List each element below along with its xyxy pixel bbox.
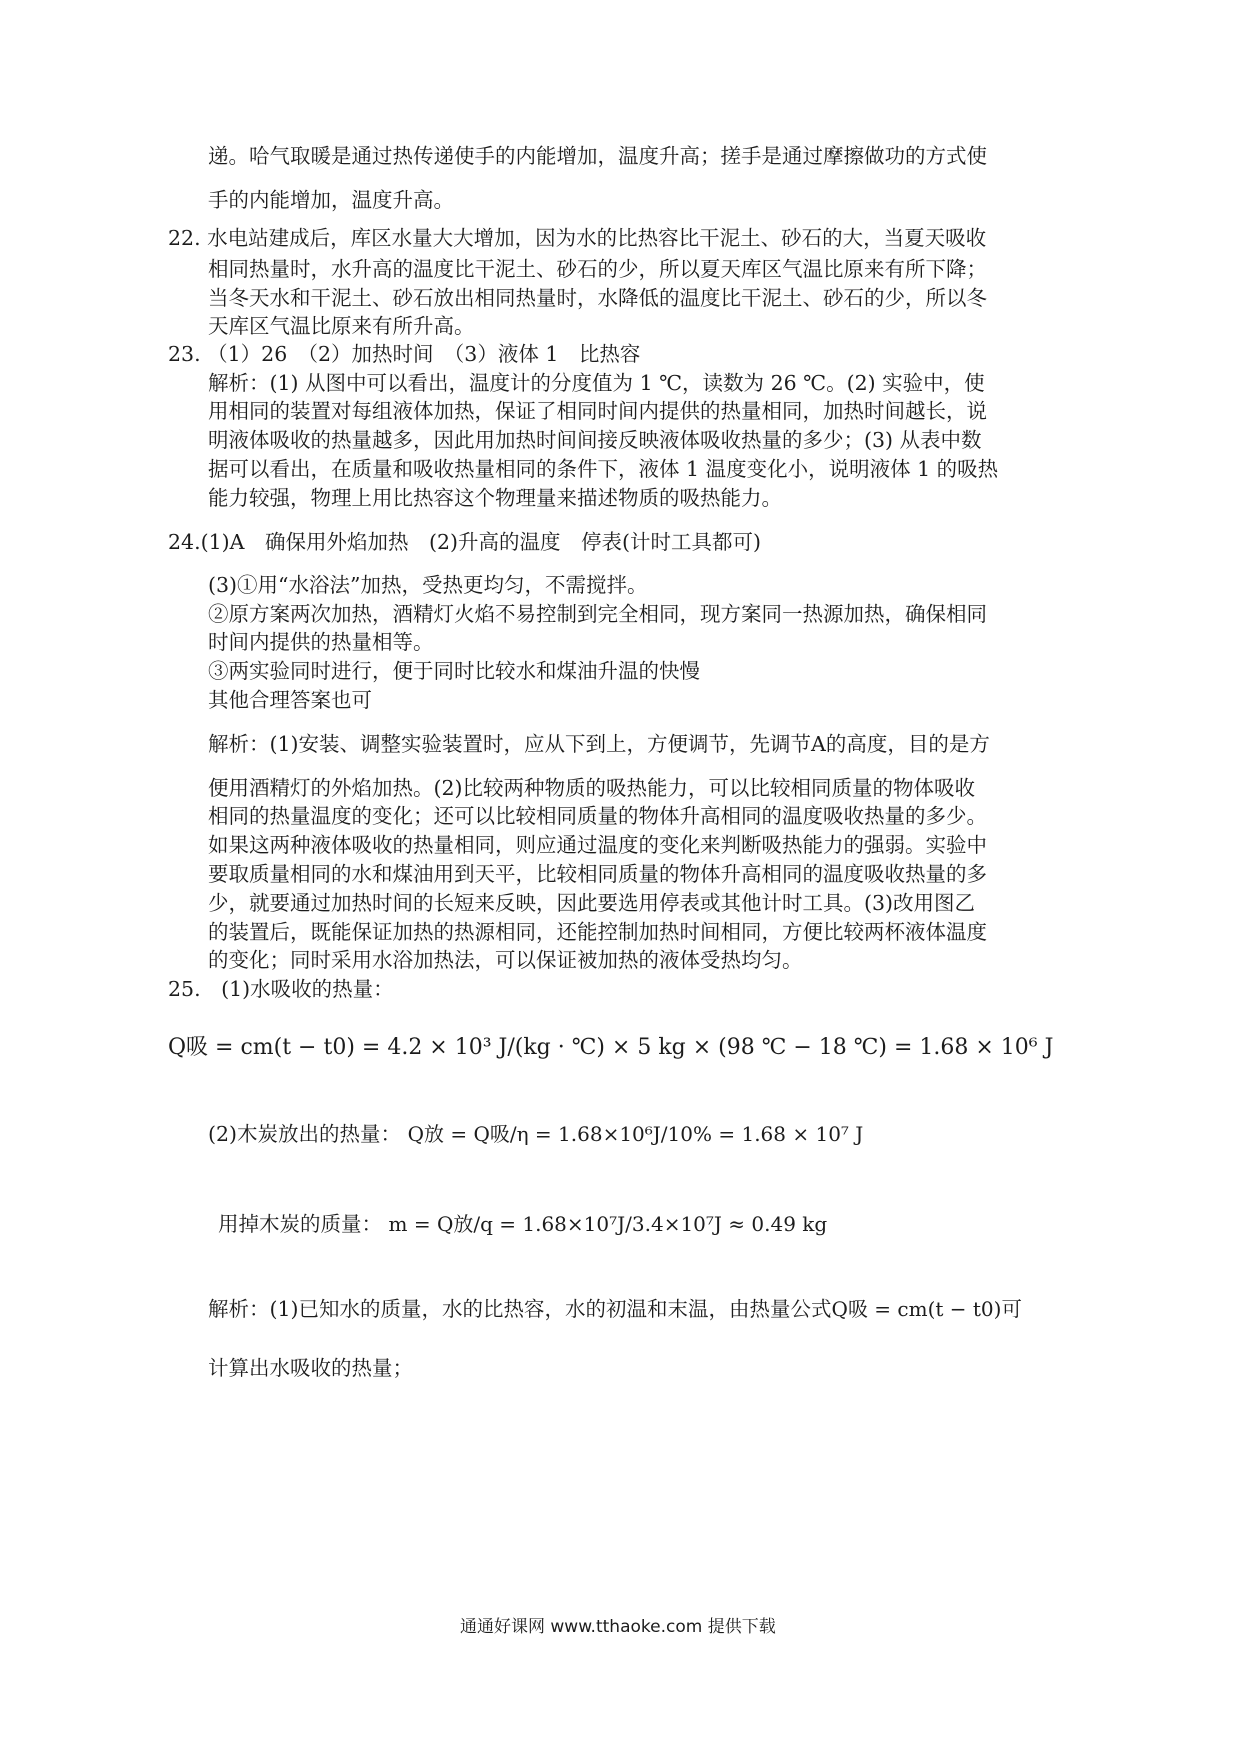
formula-line-charcoal-mass xyxy=(218,1214,827,1235)
text-line: 手的内能增加，温度升高。 xyxy=(208,188,454,212)
formula-heat-released: Q放 = Q吸/η = 1.68×10⁶J/10% = 1.68 × 10⁷ J xyxy=(407,1122,864,1146)
text-line: 24.(1)A 确保用外焰加热 (2)升高的温度 停表(计时工具都可) xyxy=(168,530,761,554)
text-line: ②原方案两次加热，酒精灯火焰不易控制到完全相同，现方案同一热源加热，确保相同 xyxy=(208,602,987,626)
text-line: 天库区气温比原来有所升高。 xyxy=(208,314,475,338)
formula-line-heat-released xyxy=(208,1124,863,1145)
text-line: 明液体吸收的热量越多，因此用加热时间间接反映液体吸收热量的多少；(3) 从表中数 xyxy=(208,428,982,452)
text-line: 要取质量相同的水和煤油用到天平，比较相同质量的物体升高相同的温度吸收热量的多 xyxy=(208,862,987,886)
formula-charcoal-mass: m = Q放/q = 1.68×10⁷J/3.4×10⁷J ≈ 0.49 kg xyxy=(388,1212,828,1236)
text-line: 计算出水吸收的热量； xyxy=(208,1356,413,1380)
text-line: ③两实验同时进行，便于同时比较水和煤油升温的快慢 xyxy=(208,659,700,683)
text-line: 据可以看出，在质量和吸收热量相同的条件下，液体 1 温度变化小，说明液体 1 的吸热 xyxy=(208,457,999,481)
text-line: 相同的热量温度的变化；还可以比较相同质量的物体升高相同的温度吸收热量的多少。 xyxy=(208,804,987,828)
formula-inline: Q吸 = cm(t − t0) xyxy=(831,1297,1002,1321)
text-line: 解析：(1)安装、调整实验装置时，应从下到上，方便调节，先调节A的高度，目的是方 xyxy=(208,732,990,756)
text-line: 递。哈气取暖是通过热传递使手的内能增加，温度升高；搓手是通过摩擦做功的方式使 xyxy=(208,144,987,168)
text-line: (3)①用“水浴法”加热，受热更均匀，不需搅拌。 xyxy=(208,573,648,597)
page-footer: 通通好课网 www.tthaoke.com 提供下载 xyxy=(460,1617,776,1637)
analysis-line xyxy=(208,1299,1022,1320)
text-line: 23. （1）26 （2）加热时间 （3）液体 1 比热容 xyxy=(168,342,641,366)
text-line: 时间内提供的热量相等。 xyxy=(208,630,434,654)
text-line: 22. 水电站建成后，库区水量大大增加，因为水的比热容比干泥土、砂石的大，当夏天吸收 xyxy=(168,226,987,250)
text-line: 如果这两种液体吸收的热量相同，则应通过温度的变化来判断吸热能力的强弱。实验中 xyxy=(208,833,987,857)
text-line: 解析：(1) 从图中可以看出，温度计的分度值为 1 ℃，读数为 26 ℃。(2) 实验中，使 xyxy=(208,371,985,395)
text-line: 用相同的装置对每组液体加热，保证了相同时间内提供的热量相同，加热时间越长，说 xyxy=(208,399,987,423)
text-line: 相同热量时，水升高的温度比干泥土、砂石的少，所以夏天库区气温比原来有所下降； xyxy=(208,257,987,281)
text-line: 的变化；同时采用水浴加热法，可以保证被加热的液体受热均匀。 xyxy=(208,948,803,972)
text-line: 的装置后，既能保证加热的热源相同，还能控制加热时间相同，方便比较两杯液体温度 xyxy=(208,920,987,944)
text-line: 其他合理答案也可 xyxy=(208,688,372,712)
text-span: 解析：(1)已知水的质量，水的比热容，水的初温和末温，由热量公式 xyxy=(208,1297,832,1321)
formula-label: 用掉木炭的质量： xyxy=(218,1212,382,1236)
text-line: 能力较强，物理上用比热容这个物理量来描述物质的吸热能力。 xyxy=(208,486,782,510)
text-line: 少，就要通过加热时间的长短来反映，因此要选用停表或其他计时工具。(3)改用图乙 xyxy=(208,891,976,915)
text-line: 便用酒精灯的外焰加热。(2)比较两种物质的吸热能力，可以比较相同质量的物体吸收 xyxy=(208,776,976,800)
text-line: 25. (1)水吸收的热量： xyxy=(168,977,394,1001)
formula-heat-absorbed: Q吸 = cm(t − t0) = 4.2 × 10³ J/(kg · ℃) × 5 kg × (98 ℃ − 18 ℃) = 1.68 × 10⁶ J xyxy=(168,1035,1054,1060)
formula-label: (2)木炭放出的热量： xyxy=(208,1122,402,1146)
text-line: 当冬天水和干泥土、砂石放出相同热量时，水降低的温度比干泥土、砂石的少，所以冬 xyxy=(208,286,987,310)
text-span: 可 xyxy=(1001,1297,1022,1321)
